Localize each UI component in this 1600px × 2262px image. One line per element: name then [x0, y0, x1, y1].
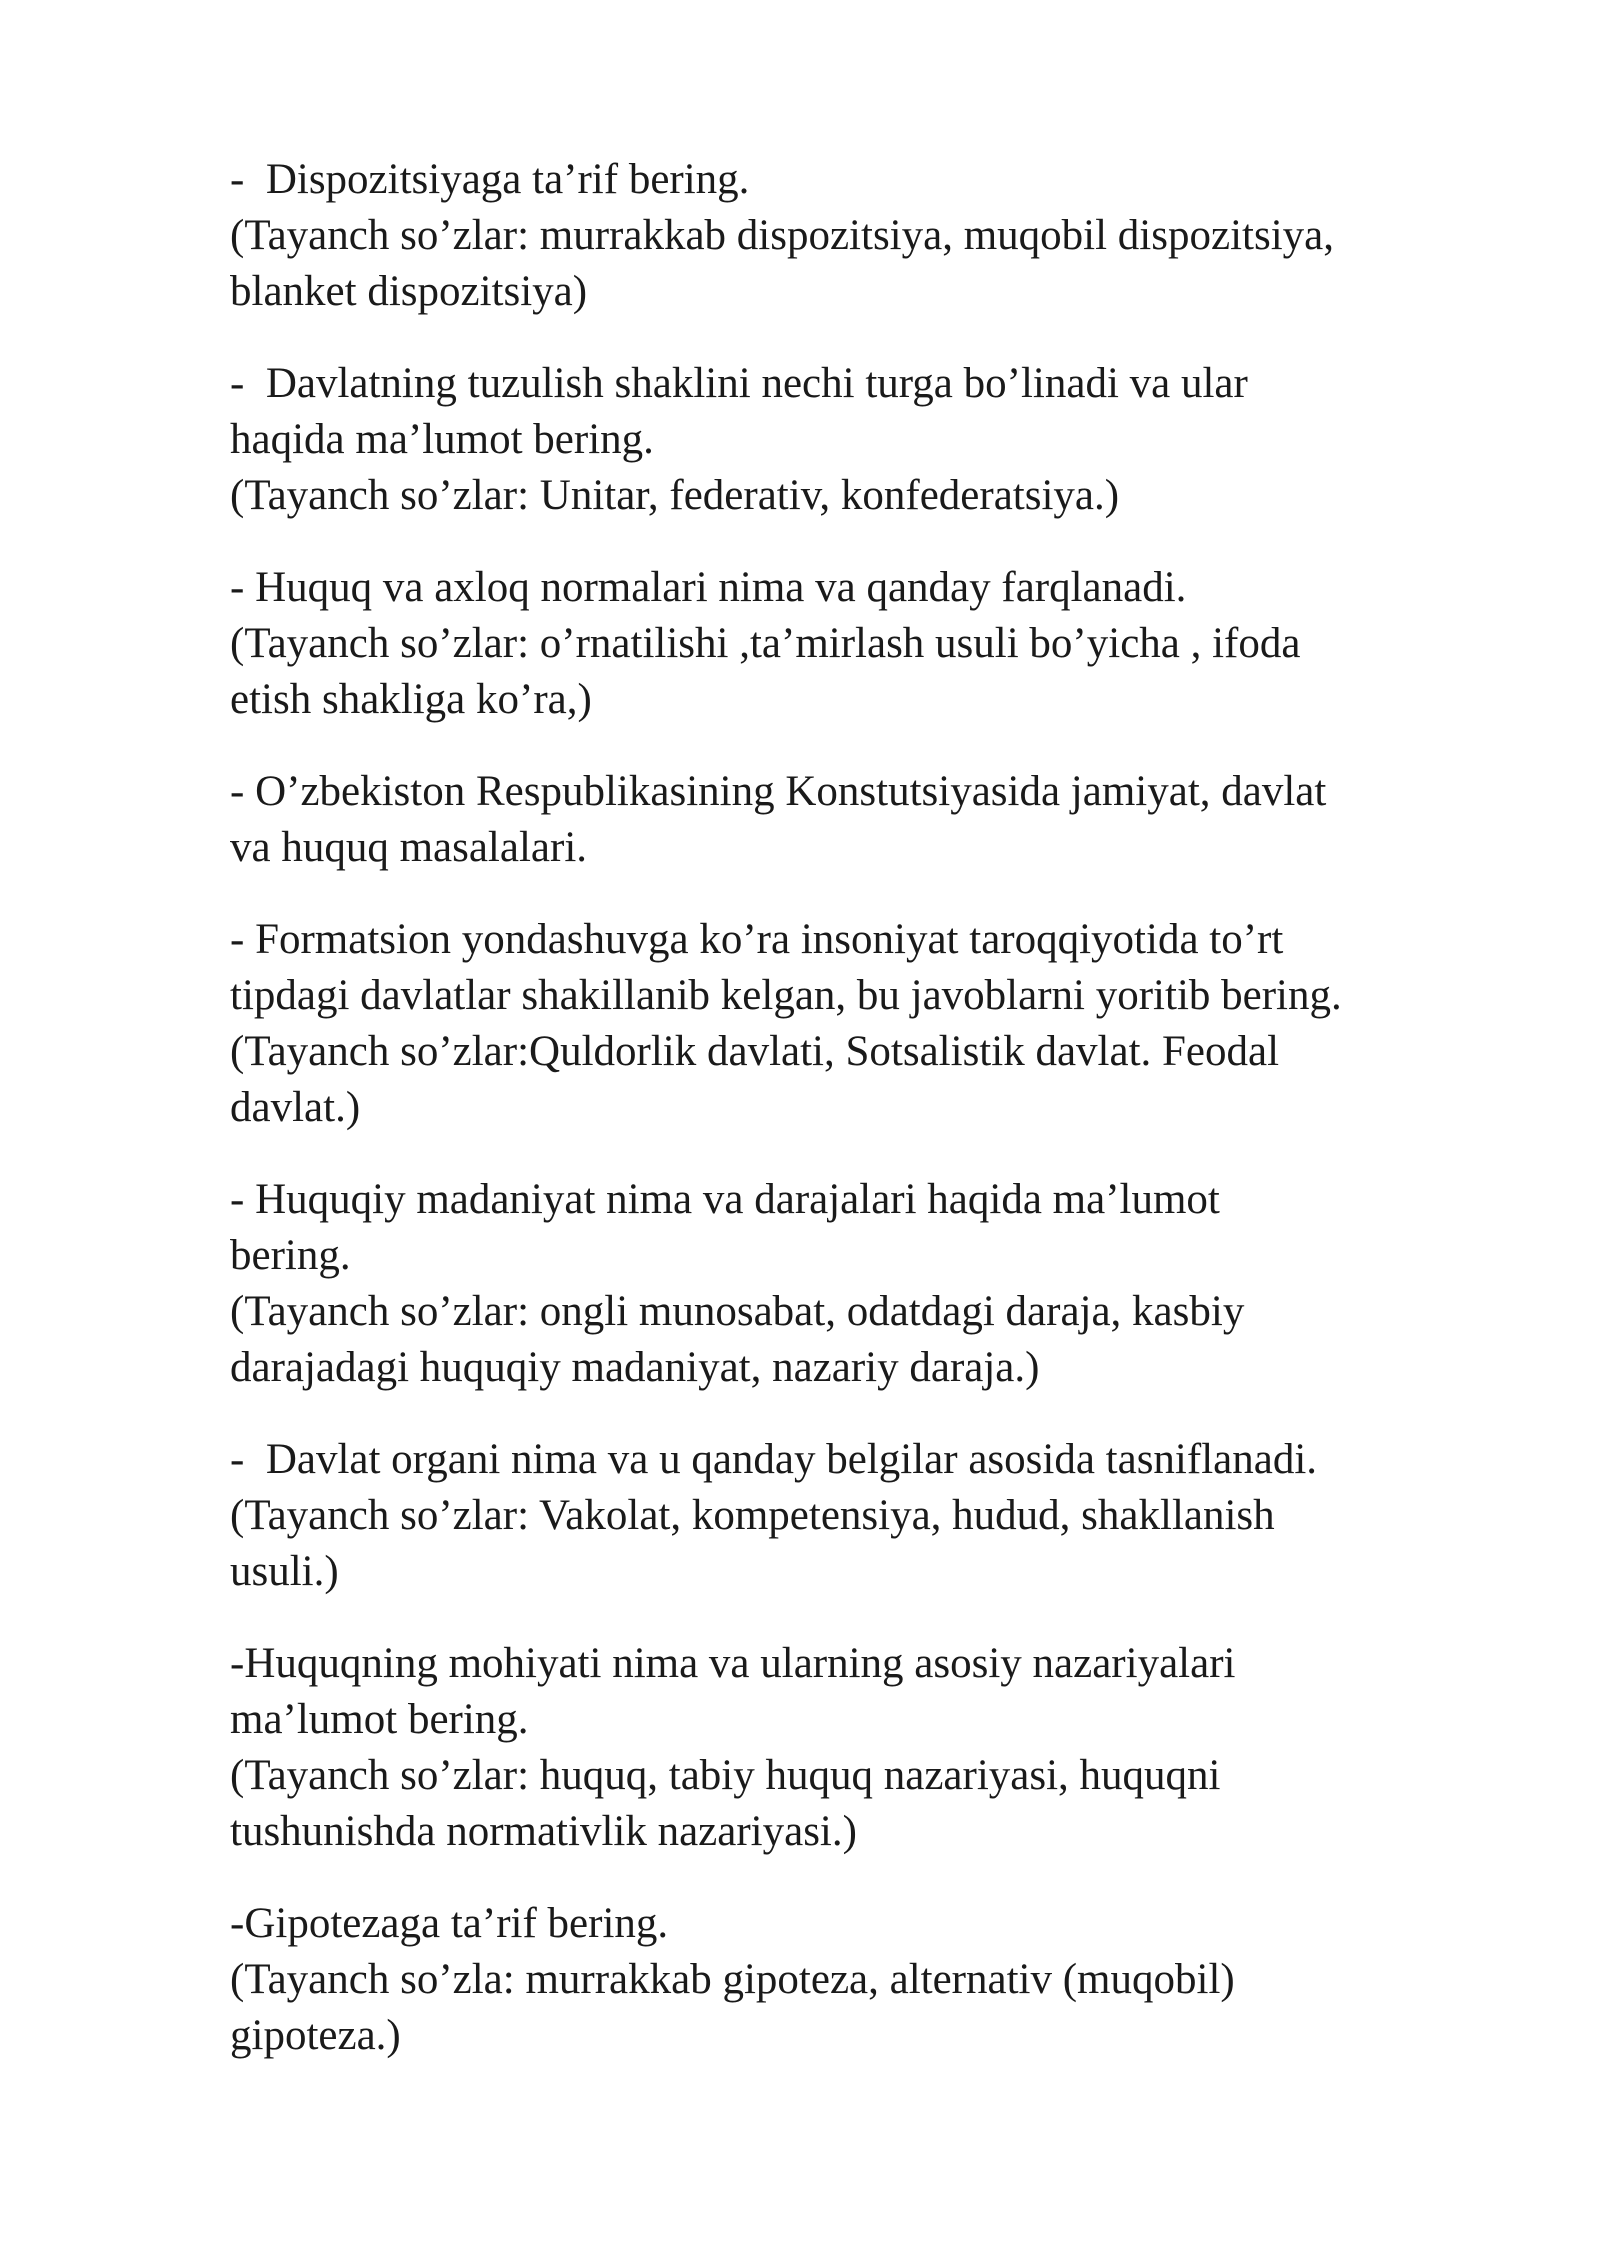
question-block-4 — [230, 764, 1520, 876]
text-line: - Davlatning tuzulish shaklini nechi turga bo’linadi va ular — [230, 360, 1248, 407]
text-line: haqida ma’lumot bering. — [230, 416, 654, 463]
text-line: etish shakliga ko’ra,) — [230, 676, 592, 723]
question-block-7 — [230, 1432, 1520, 1600]
text-line: - Huquq va axloq normalari nima va qanday farqlanadi. — [230, 564, 1187, 611]
question-block-1 — [230, 152, 1520, 320]
text-line: -Huquqning mohiyati nima va ularning asosiy nazariyalari — [230, 1640, 1236, 1687]
text-line: - Huquqiy madaniyat nima va darajalari haqida ma’lumot — [230, 1176, 1220, 1223]
question-block-3 — [230, 560, 1520, 728]
text-line: davlat.) — [230, 1084, 361, 1131]
text-line: (Tayanch so’zlar: murrakkab dispozitsiya, muqobil dispozitsiya, — [230, 212, 1334, 259]
text-line: (Tayanch so’zlar: huquq, tabiy huquq nazariyasi, huquqni — [230, 1752, 1221, 1799]
text-line: bering. — [230, 1232, 351, 1279]
text-line: (Tayanch so’zlar: Unitar, federativ, konfederatsiya.) — [230, 472, 1120, 519]
text-line: (Tayanch so’zlar:Quldorlik davlati, Sotsalistik davlat. Feodal — [230, 1028, 1280, 1075]
text-line: va huquq masalalari. — [230, 824, 588, 871]
text-line: tipdagi davlatlar shakillanib kelgan, bu javoblarni yoritib bering. — [230, 972, 1342, 1019]
text-line: - O’zbekiston Respublikasining Konstutsiyasida jamiyat, davlat — [230, 768, 1327, 815]
text-line: (Tayanch so’zlar: ongli munosabat, odatdagi daraja, kasbiy — [230, 1288, 1245, 1335]
text-line: - Davlat organi nima va u qanday belgilar asosida tasniflanadi. — [230, 1436, 1318, 1483]
text-line: - Formatsion yondashuvga ko’ra insoniyat taroqqiyotida to’rt — [230, 916, 1284, 963]
text-line: - Dispozitsiyaga ta’rif bering. — [230, 156, 750, 203]
question-block-5 — [230, 912, 1520, 1136]
document-page — [230, 152, 1520, 2100]
text-line: -Gipotezaga ta’rif bering. — [230, 1900, 669, 1947]
text-line: gipoteza.) — [230, 2012, 401, 2059]
question-block-8 — [230, 1636, 1520, 1860]
text-line: (Tayanch so’zlar: o’rnatilishi ,ta’mirlash usuli bo’yicha , ifoda — [230, 620, 1301, 667]
text-line: usuli.) — [230, 1548, 339, 1595]
text-line: (Tayanch so’zla: murrakkab gipoteza, alternativ (muqobil) — [230, 1956, 1235, 2003]
text-line: ma’lumot bering. — [230, 1696, 529, 1743]
question-block-9 — [230, 1896, 1520, 2064]
question-block-6 — [230, 1172, 1520, 1396]
question-block-2 — [230, 356, 1520, 524]
text-line: blanket dispozitsiya) — [230, 268, 588, 315]
text-line: darajadagi huquqiy madaniyat, nazariy daraja.) — [230, 1344, 1040, 1391]
text-line: tushunishda normativlik nazariyasi.) — [230, 1808, 857, 1855]
text-line: (Tayanch so’zlar: Vakolat, kompetensiya, hudud, shakllanish — [230, 1492, 1275, 1539]
